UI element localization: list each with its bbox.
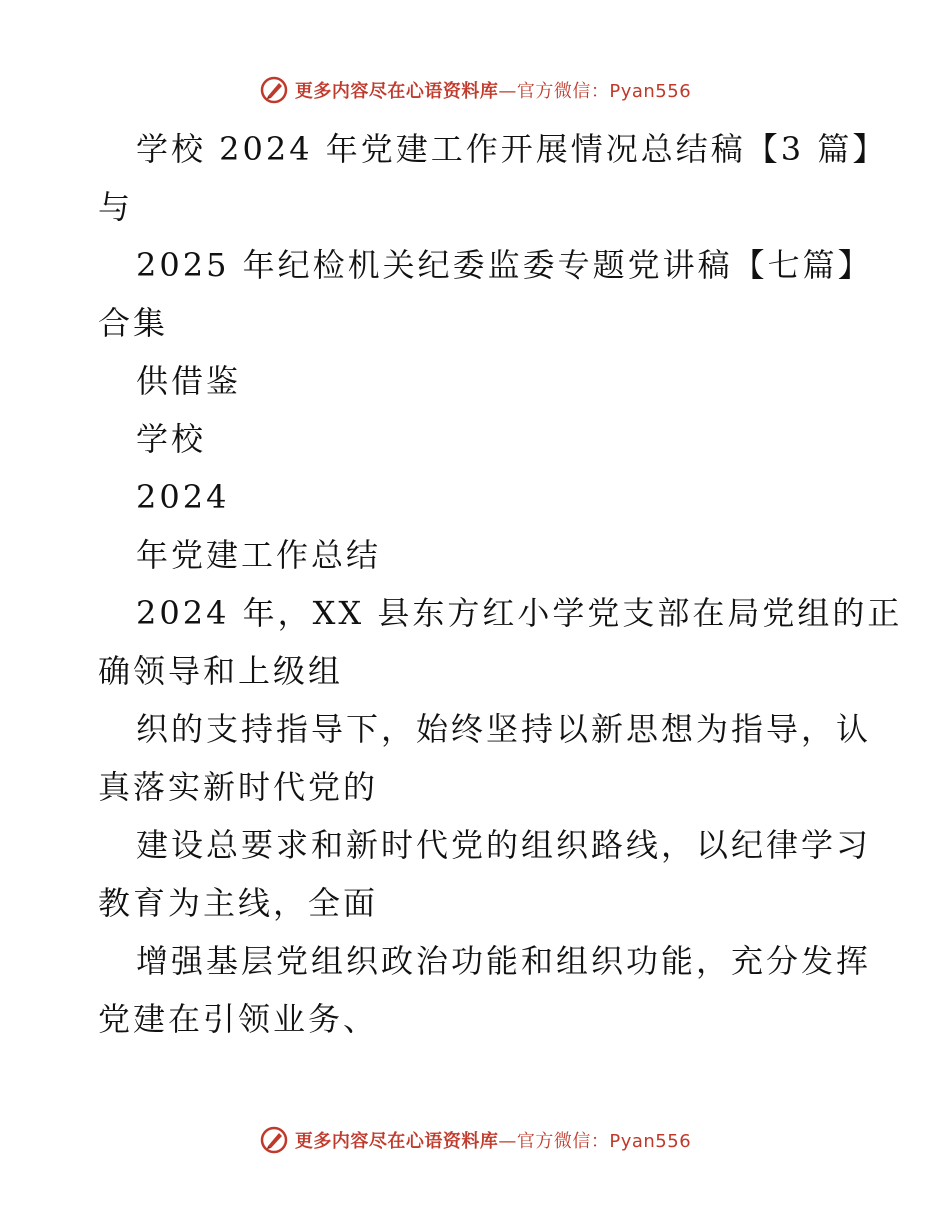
header-banner-text [295,77,691,103]
footer-separator: — [498,1131,517,1152]
text-line-4: 合集 [98,304,169,342]
text-line-7: 2024 [136,478,230,516]
text-line-10: 确领导和上级组 [98,652,344,690]
document-body [98,120,903,1048]
footer-contact: 官方微信： [516,1131,610,1152]
text-line-3: 2025 年纪检机关纪委监委专题党讲稿【七篇】 [136,246,873,284]
text-line-6: 学校 [136,420,207,458]
text-line-9: 2024 年，XX 县东方红小学党支部在局党组的正 [136,594,903,632]
text-line-1: 学校 2024 年党建工作开展情况总结稿【3 篇】 [136,130,888,168]
header-brand: 更多内容尽在心语资料库 [294,81,499,102]
text-line-16: 党建在引领业务、 [98,1000,379,1038]
text-line-5: 供借鉴 [136,362,242,400]
footer-handle: Pyan556 [609,1131,692,1152]
header-separator: — [498,81,517,102]
footer-banner-text [295,1127,691,1153]
header-handle: Pyan556 [609,81,692,102]
header-contact: 官方微信： [516,81,610,102]
header-banner [0,70,950,110]
text-line-14: 教育为主线，全面 [98,884,379,922]
text-line-12: 真落实新时代党的 [98,768,379,806]
pen-logo-icon [259,75,289,105]
footer-banner [0,1120,950,1160]
text-line-8: 年党建工作总结 [136,536,382,574]
text-line-15: 增强基层党组织政治功能和组织功能，充分发挥 [136,942,872,980]
text-line-2: 与 [98,188,134,226]
text-line-11: 织的支持指导下，始终坚持以新思想为指导，认 [136,710,872,748]
text-line-13: 建设总要求和新时代党的组织路线，以纪律学习 [136,826,872,864]
pen-logo-icon [259,1125,289,1155]
footer-brand: 更多内容尽在心语资料库 [294,1131,499,1152]
